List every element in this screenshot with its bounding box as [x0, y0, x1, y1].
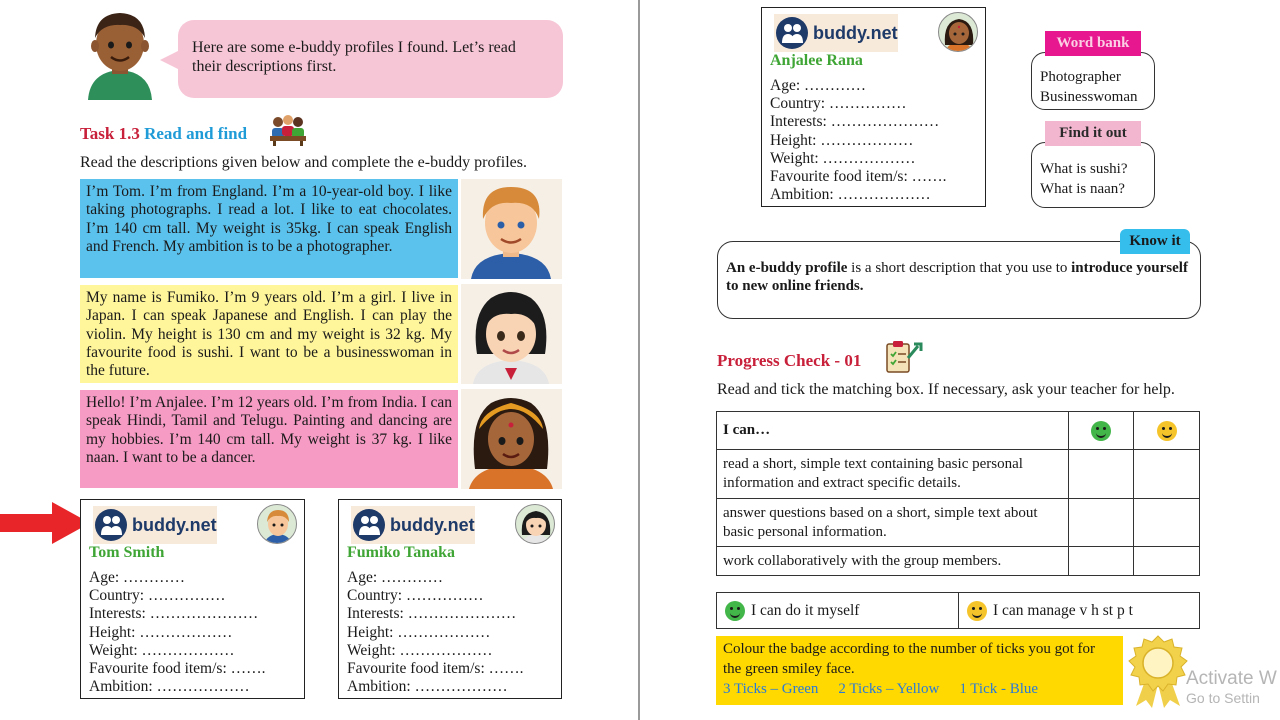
find-out-item: What is sushi? — [1040, 161, 1128, 177]
field-weight: Weight: ……………… — [770, 149, 916, 167]
legend-green-text: I can do it myself — [751, 601, 860, 619]
buddy-logo-icon — [95, 509, 127, 541]
tick-colours — [723, 679, 1116, 699]
tom-description: I’m Tom. I’m from England. I’m a 10-year-old boy. I like taking photographs. I read a lot. I like to eat chocolates. I’m 140 cm tall. My weight is 35kg. I can speak English and French. My ambition is to be a photographer. — [80, 179, 458, 278]
buddy-net-logo — [351, 506, 475, 544]
field-country: Country: …………… — [347, 587, 484, 605]
tom-profile-card — [80, 499, 305, 699]
tick-box-yellow[interactable] — [1134, 499, 1200, 547]
windows-activation-watermark — [1186, 668, 1277, 706]
tick-box-yellow[interactable] — [1134, 450, 1200, 499]
field-country: Country: …………… — [770, 95, 907, 113]
fumiko-name: Fumiko Tanaka — [347, 544, 456, 561]
badge-icon — [1124, 634, 1192, 708]
find-it-out-label: Find it out — [1045, 121, 1141, 146]
badge-instruction-box — [716, 636, 1123, 705]
progress-instruction: Read and tick the matching box. If necessary, ask your teacher for help. — [717, 381, 1175, 398]
field-age: Age: ………… — [770, 77, 867, 94]
logo-text: buddy.net — [813, 22, 898, 43]
field-height: Height: ……………… — [347, 623, 491, 641]
field-age: Age: ………… — [347, 569, 444, 586]
yellow-smiley-icon — [967, 601, 987, 621]
fumiko-portrait — [461, 284, 562, 384]
field-interests: Interests: ………………… — [89, 605, 259, 623]
field-food: Favourite food item/s: ……. — [770, 168, 947, 186]
tick-box-green[interactable] — [1069, 547, 1134, 576]
profile-fields — [347, 569, 524, 696]
know-it-label: Know it — [1120, 229, 1190, 254]
tick-green: 3 Ticks – Green — [723, 681, 819, 697]
speech-bubble: Here are some e-buddy profiles I found. Let’s read their descriptions first. — [178, 20, 563, 98]
green-smiley-icon — [725, 601, 745, 621]
field-interests: Interests: ………………… — [347, 605, 517, 623]
fumiko-description: My name is Fumiko. I’m 9 years old. I’m a girl. I live in Japan. I can speak Japanese and English. I can play the violin. My height is 130 cm and my weight is 32 kg. My favourite food is sushi. I want to be a businesswoman in the future. — [80, 285, 458, 383]
buddy-net-logo — [774, 14, 898, 52]
yellow-smiley-icon — [1157, 421, 1177, 441]
table-row — [717, 450, 1200, 499]
anjalee-avatar — [938, 12, 978, 52]
tom-avatar — [257, 504, 297, 544]
legend-green — [717, 593, 959, 628]
progress-check-title: Progress Check - 01 — [717, 351, 862, 370]
task-title — [80, 124, 247, 144]
task-instruction: Read the descriptions given below and complete the e-buddy profiles. — [80, 154, 527, 171]
field-ambition: Ambition: ……………… — [89, 678, 250, 696]
field-interests: Interests: ………………… — [770, 113, 940, 131]
field-country: Country: …………… — [89, 587, 226, 605]
skill-text: read a short, simple text containing basic personal information and extract specific details. — [717, 450, 1069, 499]
know-it-term: An e-buddy profile — [726, 260, 848, 276]
know-it-text: is a short description that you use to — [847, 260, 1072, 276]
field-food: Favourite food item/s: ……. — [347, 660, 524, 678]
anjalee-name: Anjalee Rana — [770, 52, 863, 69]
buddy-logo-icon — [776, 17, 808, 49]
field-height: Height: ……………… — [89, 623, 233, 641]
field-ambition: Ambition: ……………… — [347, 678, 508, 696]
watermark-line1: Activate W — [1186, 668, 1277, 689]
checklist-icon — [884, 340, 924, 374]
tom-name: Tom Smith — [89, 544, 165, 561]
field-food: Favourite food item/s: ……. — [89, 660, 266, 678]
speech-bubble-tail — [160, 50, 180, 70]
i-can-header: I can… — [717, 412, 1069, 450]
anjalee-profile-card — [761, 7, 986, 207]
logo-text: buddy.net — [390, 514, 475, 535]
skill-text: work collaboratively with the group members. — [717, 547, 1069, 576]
profile-fields — [770, 77, 947, 204]
word-bank-label: Word bank — [1045, 31, 1141, 56]
table-row — [717, 547, 1200, 576]
field-height: Height: ……………… — [770, 131, 914, 149]
tick-box-green[interactable] — [1069, 450, 1134, 499]
tick-yellow: 2 Ticks – Yellow — [838, 681, 940, 697]
boy-avatar — [80, 8, 160, 100]
task-number: Task 1.3 — [80, 124, 140, 143]
task-name: Read and find — [144, 124, 248, 143]
tick-blue: 1 Tick - Blue — [959, 681, 1039, 697]
buddy-net-logo — [93, 506, 217, 544]
smiley-legend — [716, 592, 1200, 629]
watermark-line2: Go to Settin — [1186, 690, 1260, 706]
tom-portrait — [461, 179, 562, 279]
field-age: Age: ………… — [89, 569, 186, 586]
table-row — [717, 499, 1200, 547]
field-weight: Weight: ……………… — [347, 641, 493, 659]
tick-box-green[interactable] — [1069, 499, 1134, 547]
red-arrow-icon — [0, 500, 92, 546]
green-smiley-column — [1069, 412, 1134, 450]
tick-box-yellow[interactable] — [1134, 547, 1200, 576]
field-ambition: Ambition: ……………… — [770, 186, 931, 204]
find-it-out-box — [1031, 142, 1155, 208]
anjalee-portrait — [461, 389, 562, 489]
group-reading-icon — [268, 114, 308, 146]
word-bank-item: Businesswoman — [1040, 89, 1138, 105]
field-weight: Weight: ……………… — [89, 641, 235, 659]
progress-table — [716, 411, 1200, 576]
logo-text: buddy.net — [132, 514, 217, 535]
legend-yellow — [959, 593, 1199, 628]
fumiko-avatar — [515, 504, 555, 544]
yellow-smiley-column — [1134, 412, 1200, 450]
buddy-logo-icon — [353, 509, 385, 541]
badge-text: Colour the badge according to the number of ticks you got for the green smiley face. — [723, 641, 1095, 677]
green-smiley-icon — [1091, 421, 1111, 441]
fumiko-profile-card — [338, 499, 562, 699]
profile-fields — [89, 569, 266, 696]
anjalee-description: Hello! I’m Anjalee. I’m 12 years old. I’m from India. I can speak Hindi, Tamil and Telugu. Painting and dancing are my hobbies. I’m 140 cm tall. My weight is 37 kg. I like naan. I want to be a dancer. — [80, 390, 458, 488]
find-out-item: What is naan? — [1040, 181, 1125, 197]
word-bank-item: Photographer — [1040, 69, 1121, 85]
skill-text: answer questions based on a short, simple text about basic personal information. — [717, 499, 1069, 547]
legend-yellow-text: I can manage v h st p t — [993, 601, 1133, 619]
word-bank-box — [1031, 52, 1155, 110]
table-header-row — [717, 412, 1200, 450]
page-divider — [638, 0, 640, 720]
know-it-emphasis: introduce yourself to new online friends. — [726, 260, 1188, 294]
